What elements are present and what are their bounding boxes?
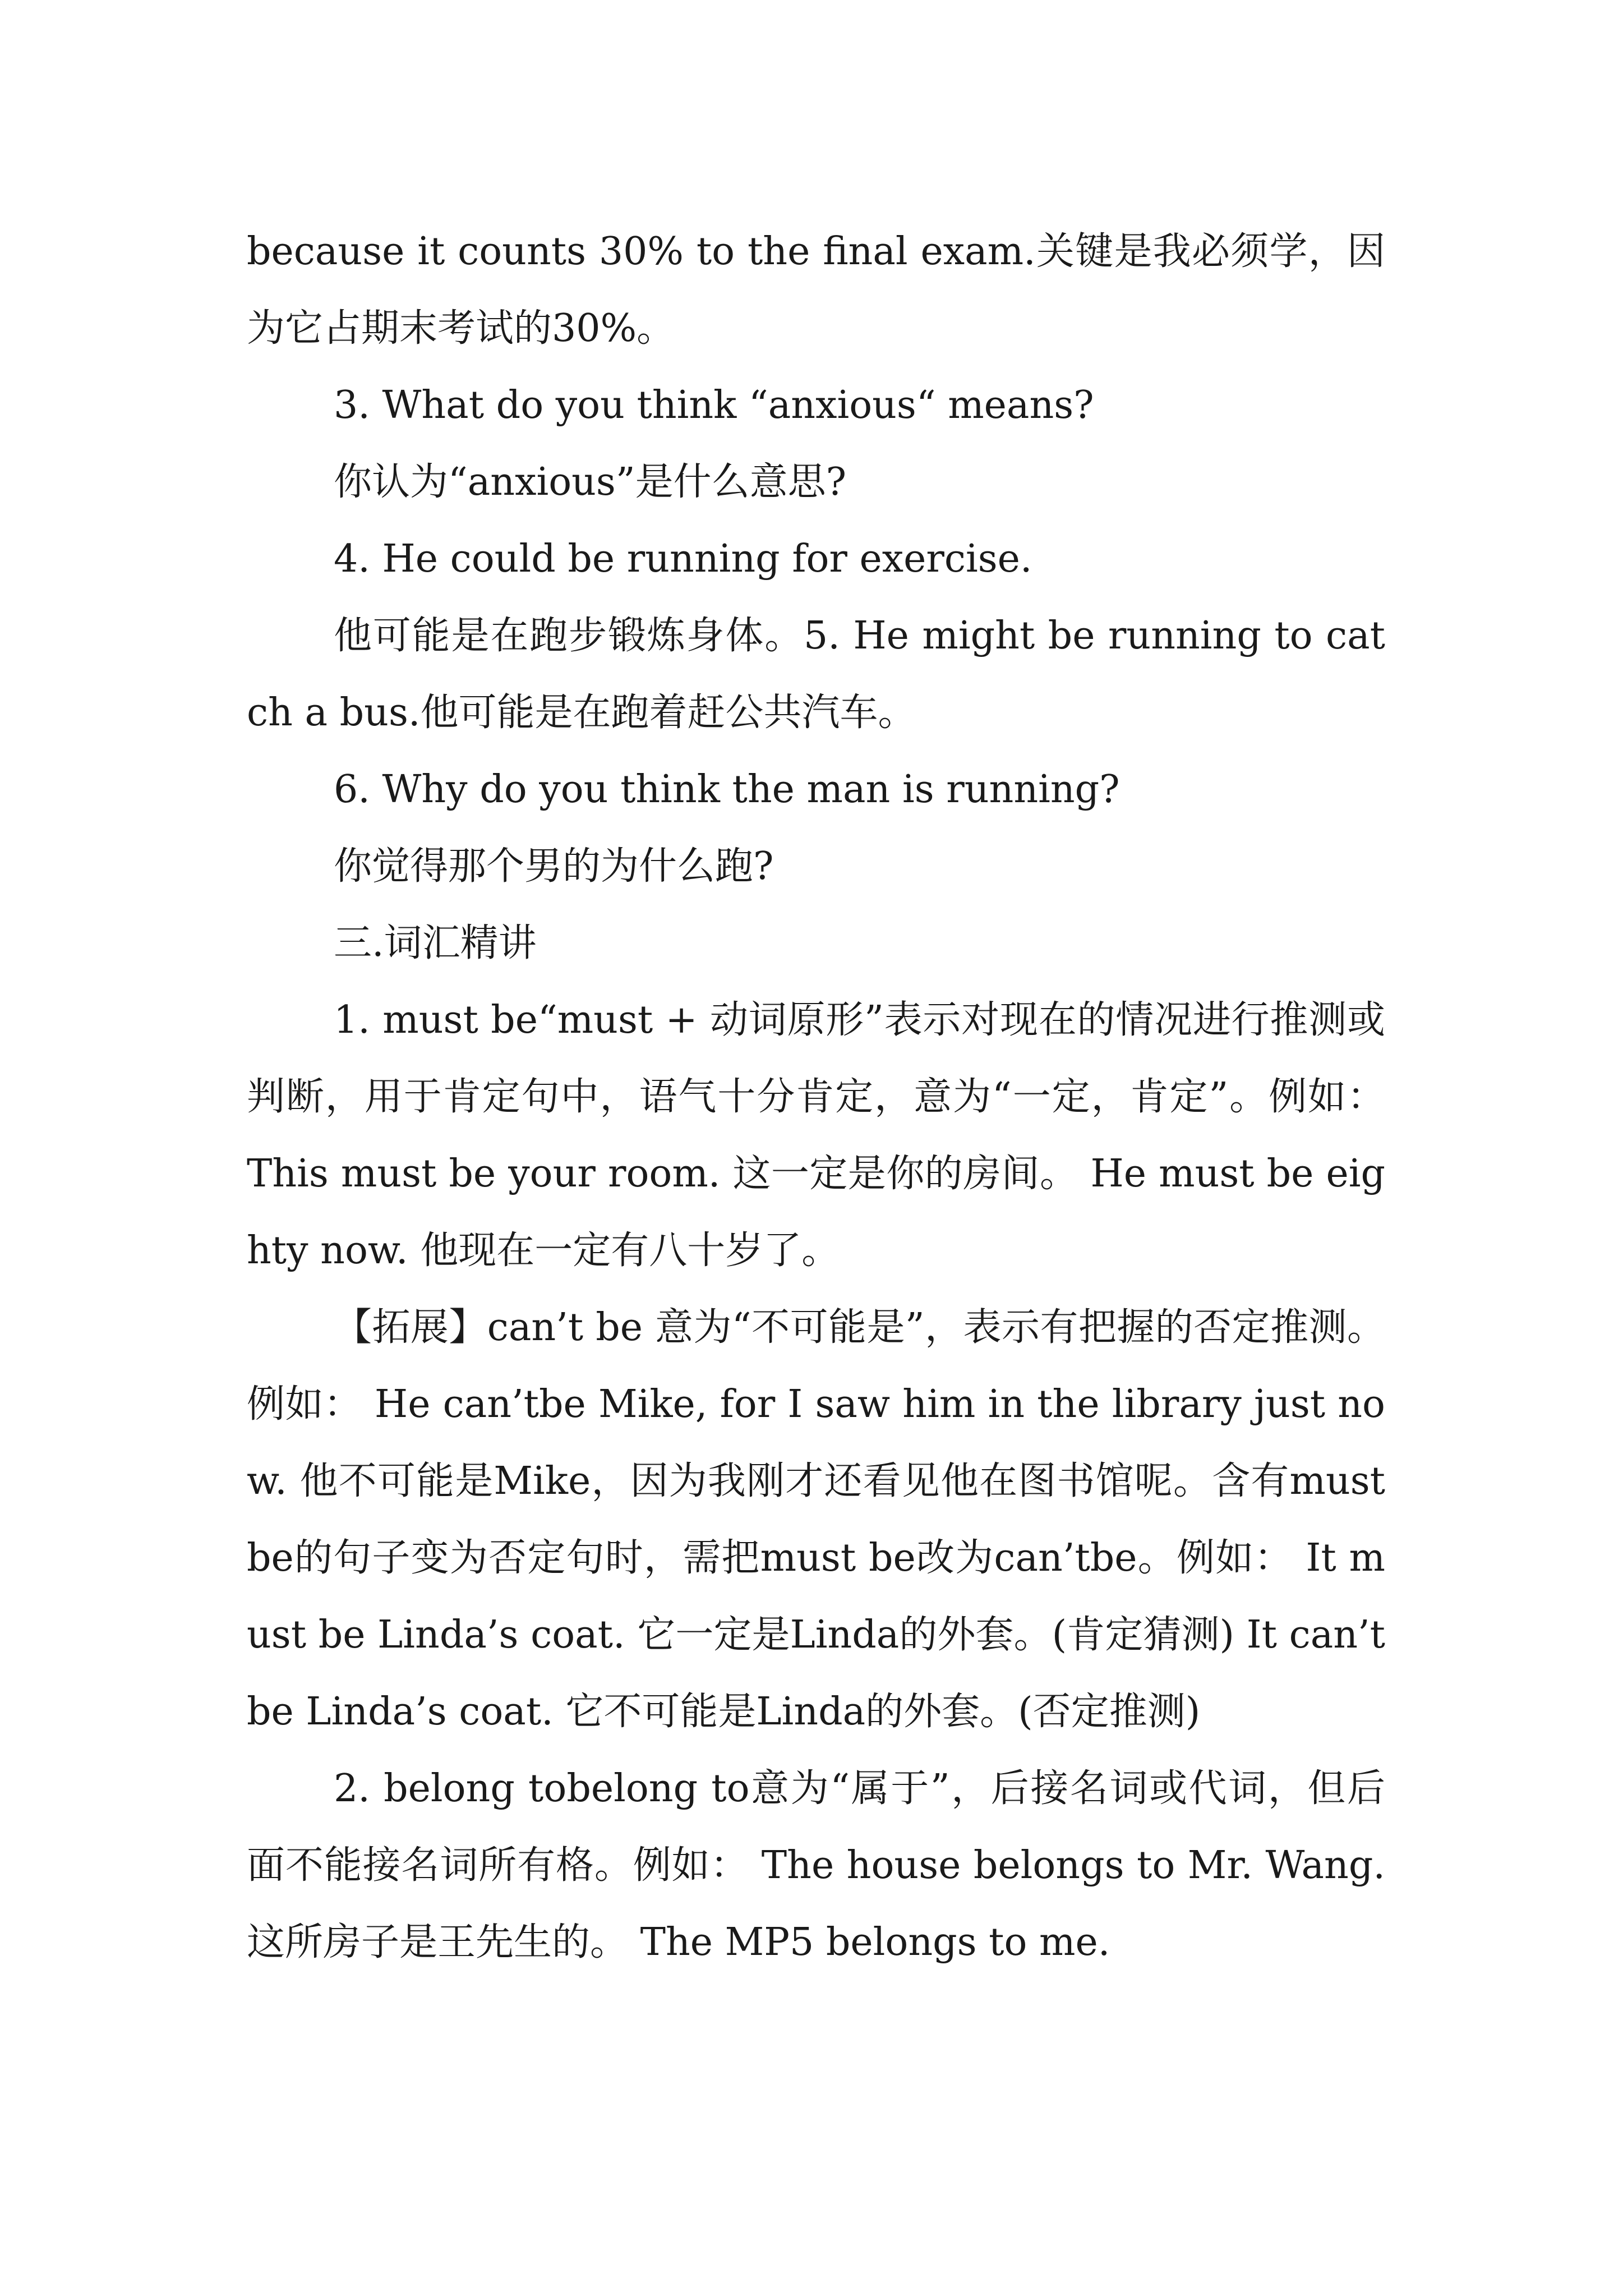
section-heading: 三.词汇精讲 <box>334 921 537 965</box>
paragraph-11: 2. belong tobelong to意为“属于”，后接名词或代词，但后面不能接名词所有格。例如： The house belongs to Mr. Wang.这所房子是王先生的。 The MP5 belongs to me. <box>247 1766 1385 1964</box>
paragraph-9: 1. must be“must + 动词原形”表示对现在的情况进行推测或判断，用于肯定句中，语气十分肯定，意为“一定，肯定”。例如： This must be your room. 这一定是你的房间。 He must be eighty now. 他现在一定有八十岁了。 <box>247 998 1385 1273</box>
paragraph-10: 【拓展】can’t be 意为“不可能是”，表示有把握的否定推测。例如： He can’tbe Mike, for I saw him in the library just now. 他不可能是Mike，因为我刚才还看见他在图书馆呢。含有must be的句子变为否定句时，需把must be改为can’tbe。例如： It must be Linda’s coat. 它一定是Linda的外套。(肯定猜测) It can’t be Linda’s coat. 它不可能是Linda的外套。(否定推测) <box>247 1305 1385 1734</box>
paragraph-5: 他可能是在跑步锻炼身体。5. He might be running to catch a bus.他可能是在跑着赶公共汽车。 <box>247 614 1385 735</box>
document-body <box>247 213 1385 1981</box>
paragraph-1: because it counts 30% to the final exam.关键是我必须学，因为它占期末考试的30%。 <box>247 229 1385 351</box>
paragraph-2: 3. What do you think “anxious“ means? <box>334 383 1094 427</box>
paragraph-4: 4. He could be running for exercise. <box>334 537 1032 581</box>
paragraph-7: 你觉得那个男的为什么跑? <box>334 844 774 889</box>
paragraph-3: 你认为“anxious”是什么意思? <box>334 460 847 504</box>
paragraph-6: 6. Why do you think the man is running? <box>334 767 1120 812</box>
